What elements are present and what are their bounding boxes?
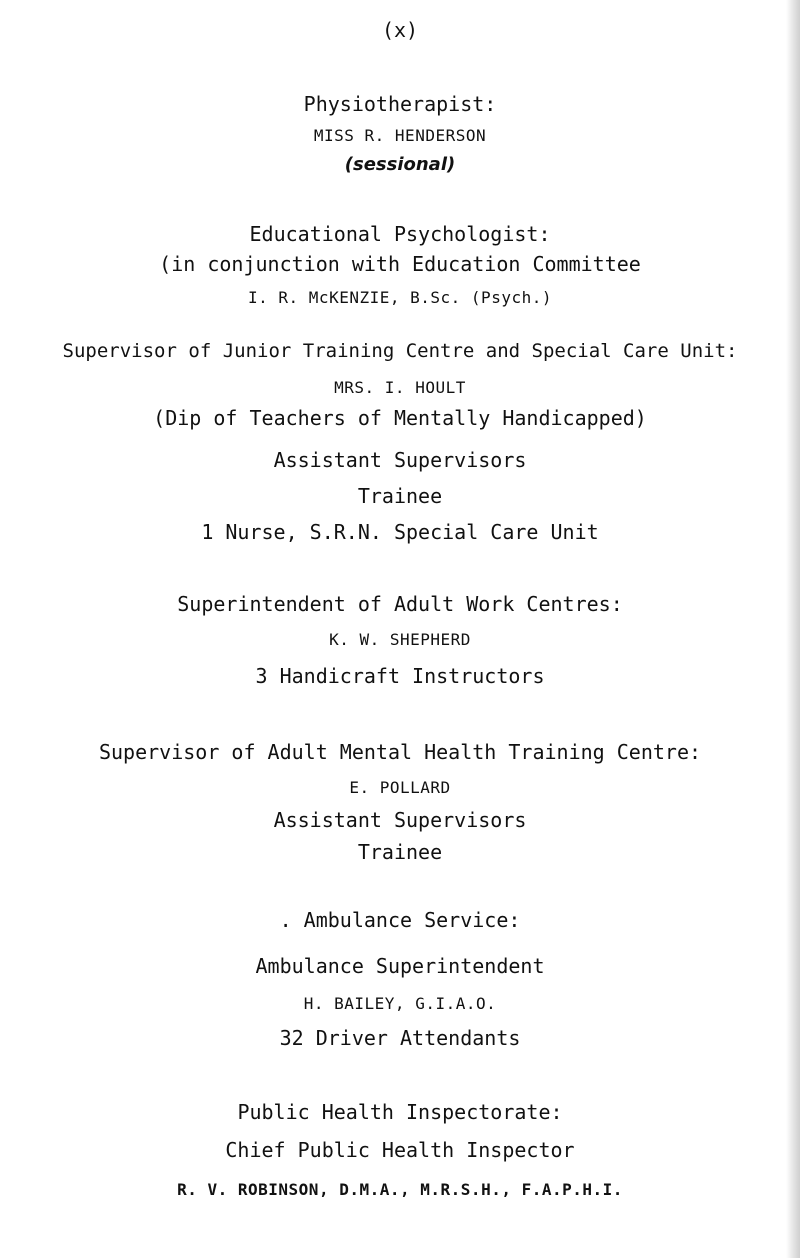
physio-name: MISS R. HENDERSON xyxy=(313,126,487,145)
adult-mental-heading: Supervisor of Adult Mental Health Training Centre: xyxy=(98,740,702,764)
junior-staff-trainee: Trainee xyxy=(357,484,443,508)
adult-mental-staff-trainee: Trainee xyxy=(357,840,443,864)
ambulance-name: H. BAILEY, G.I.A.O. xyxy=(303,994,497,1013)
ambulance-heading: . Ambulance Service: xyxy=(279,908,521,932)
page-number: (x) xyxy=(381,18,419,42)
ambulance-role: Ambulance Superintendent xyxy=(255,954,545,978)
edpsych-heading: Educational Psychologist: xyxy=(249,222,551,246)
physio-heading: Physiotherapist: xyxy=(303,92,497,116)
adult-mental-name: E. POLLARD xyxy=(349,778,451,797)
ambulance-staff: 32 Driver Attendants xyxy=(279,1026,521,1050)
adult-work-name: K. W. SHEPHERD xyxy=(329,630,471,649)
adult-work-staff: 3 Handicraft Instructors xyxy=(255,664,545,688)
junior-name: MRS. I. HOULT xyxy=(334,378,466,397)
physio-note: (sessional) xyxy=(344,154,456,175)
edpsych-note: (in conjunction with Education Committee xyxy=(159,252,641,276)
adult-mental-staff-assistant: Assistant Supervisors xyxy=(273,808,527,832)
junior-heading: Supervisor of Junior Training Centre and Special Care Unit: xyxy=(62,340,738,362)
edpsych-name: I. R. McKENZIE, B.Sc. (Psych.) xyxy=(248,288,552,307)
page-edge-shadow xyxy=(786,0,800,1258)
adult-work-heading: Superintendent of Adult Work Centres: xyxy=(177,592,623,616)
inspectorate-name: R. V. ROBINSON, D.M.A., M.R.S.H., F.A.P.H.I. xyxy=(177,1180,623,1199)
inspectorate-heading: Public Health Inspectorate: xyxy=(237,1100,563,1124)
inspectorate-role: Chief Public Health Inspector xyxy=(225,1138,575,1162)
junior-qualification: (Dip of Teachers of Mentally Handicapped) xyxy=(153,406,647,430)
junior-staff-assistant: Assistant Supervisors xyxy=(273,448,527,472)
junior-staff-nurse: 1 Nurse, S.R.N. Special Care Unit xyxy=(201,520,599,544)
